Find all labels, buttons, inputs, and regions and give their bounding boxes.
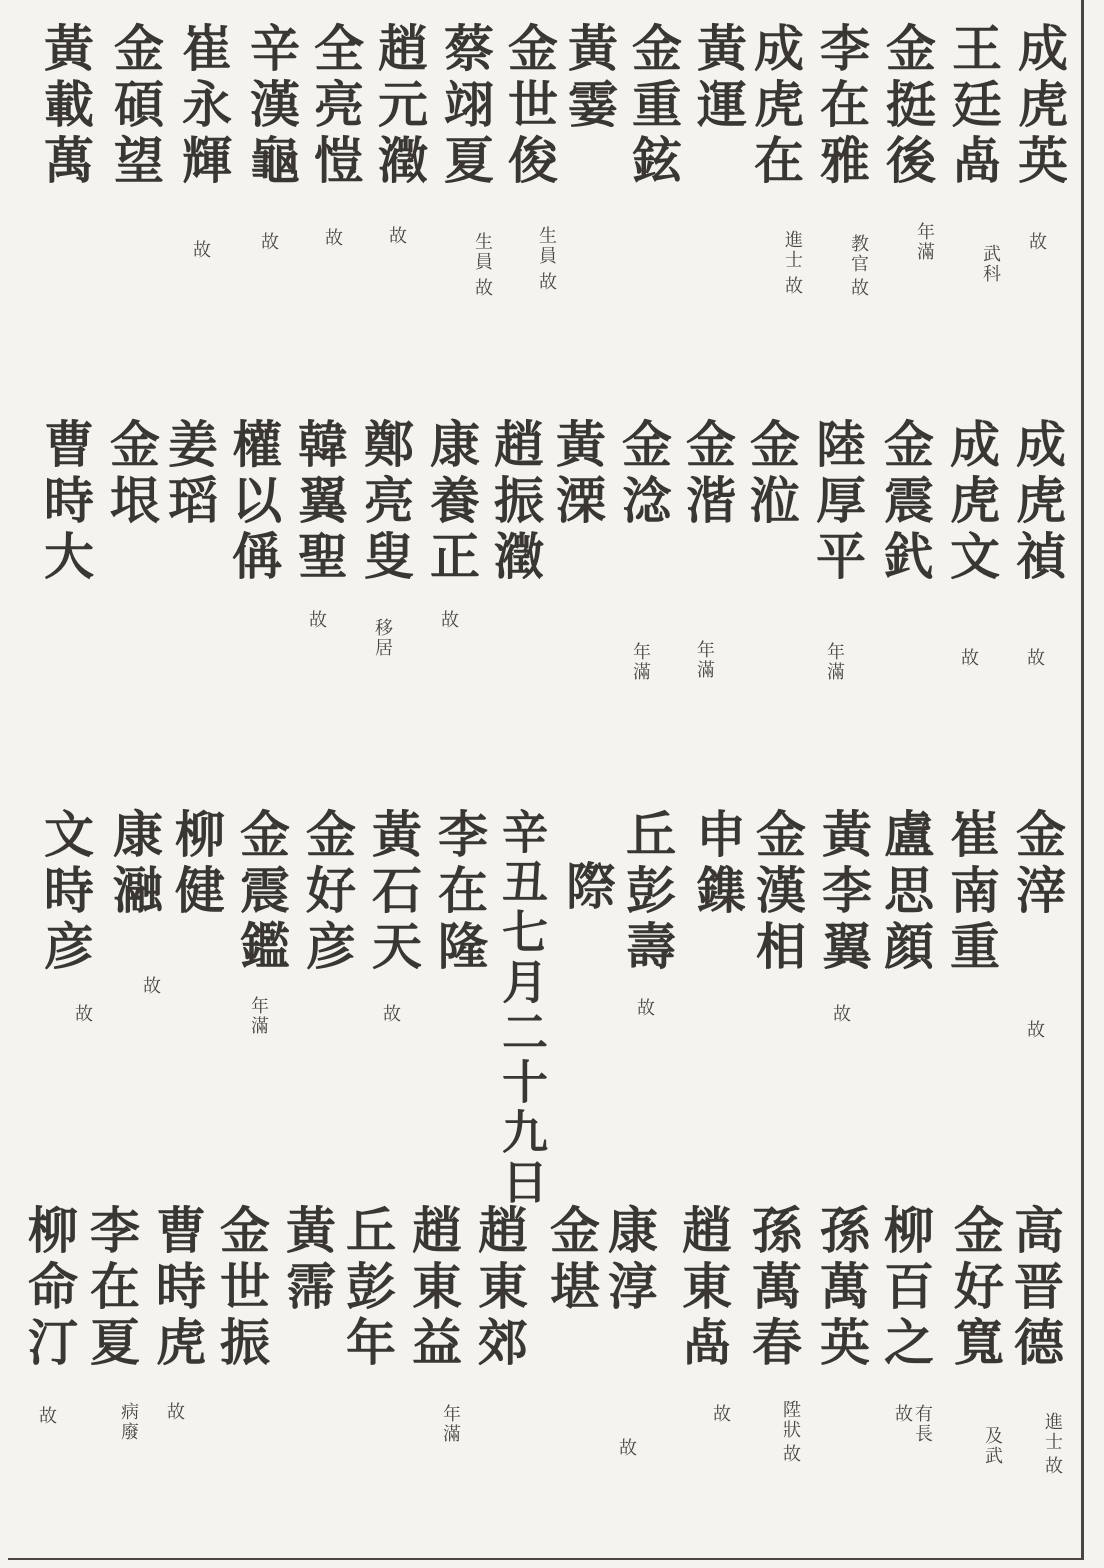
name-column	[288, 418, 350, 630]
status-note: 故	[72, 1004, 93, 1024]
name-column	[676, 418, 738, 680]
status-note: 故	[616, 1438, 637, 1458]
status-note: 故	[438, 610, 459, 630]
person-name: 姜瑫	[160, 418, 219, 530]
status-note: 故	[1042, 1456, 1063, 1476]
person-name: 康養正	[422, 418, 481, 586]
status-note: 故	[472, 278, 493, 298]
date-column	[492, 808, 554, 1208]
name-column	[598, 1204, 660, 1458]
person-name: 金淰	[614, 418, 673, 530]
name-column	[80, 1204, 142, 1442]
name-column	[672, 1204, 734, 1424]
person-name: 孫萬春	[744, 1204, 803, 1372]
person-name: 金漢相	[748, 808, 807, 976]
person-name: 際	[558, 860, 617, 916]
person-name: 柳百之	[876, 1204, 935, 1372]
status-note: 故	[536, 272, 557, 292]
person-name: 李在隆	[430, 808, 489, 976]
status-note: 故	[386, 226, 407, 246]
person-name: 黃霎	[560, 22, 619, 134]
name-column	[428, 808, 490, 976]
person-name: 黃溧	[548, 418, 607, 530]
status-note: 故	[1026, 232, 1047, 252]
status-note: 年滿	[914, 222, 935, 262]
name-column	[1006, 418, 1068, 668]
status-note: 故	[190, 240, 211, 260]
person-name: 丘彭壽	[618, 808, 677, 976]
status-note: 生員	[536, 226, 557, 266]
person-name: 趙元瀓	[370, 22, 429, 190]
name-column	[812, 808, 874, 1024]
person-name: 盧思顔	[876, 808, 935, 976]
person-name: 趙東卨	[674, 1204, 733, 1372]
person-name: 高晋德	[1006, 1204, 1065, 1372]
name-column	[810, 1204, 872, 1372]
person-name: 崔南重	[942, 808, 1001, 976]
status-note: 故	[380, 1004, 401, 1024]
status-note: 生員	[472, 232, 493, 272]
person-name: 趙東郊	[470, 1204, 529, 1372]
person-name: 蔡翊夏	[436, 22, 495, 190]
person-name: 金重鉉	[624, 22, 683, 190]
name-column	[222, 418, 284, 586]
status-note: 進士	[782, 230, 803, 270]
name-column	[296, 808, 358, 976]
person-name: 金湝	[678, 418, 737, 530]
name-column	[368, 22, 430, 246]
status-note: 年滿	[694, 640, 715, 680]
person-name: 康淳	[600, 1204, 659, 1316]
name-column	[100, 418, 162, 530]
status-note: 年滿	[630, 642, 651, 682]
person-name: 李在夏	[82, 1204, 141, 1372]
name-column	[420, 418, 482, 630]
name-column	[810, 22, 872, 298]
name-column	[354, 418, 416, 658]
name-column	[806, 418, 868, 682]
status-note: 移居	[372, 618, 393, 658]
name-column	[688, 22, 750, 134]
status-note: 有長	[912, 1404, 933, 1444]
status-note: 年滿	[248, 996, 269, 1036]
status-note: 故	[1024, 1020, 1045, 1040]
person-name: 成虎文	[942, 418, 1001, 586]
status-note: 教官	[848, 234, 869, 274]
name-column	[942, 22, 1004, 284]
person-name: 權以偁	[224, 418, 283, 586]
name-column	[622, 22, 684, 190]
name-column	[874, 808, 936, 976]
person-name: 丘彭年	[338, 1204, 397, 1372]
person-name: 趙東益	[404, 1204, 463, 1372]
person-name: 陸厚平	[808, 418, 867, 586]
name-column	[940, 418, 1002, 668]
name-column	[940, 808, 1002, 976]
name-column	[538, 1204, 600, 1316]
person-name: 柳命汀	[20, 1204, 79, 1372]
name-column	[34, 418, 96, 586]
name-column	[362, 808, 424, 1024]
name-column	[304, 22, 366, 248]
person-name: 黃運	[689, 22, 748, 134]
name-column	[744, 22, 806, 296]
status-note: 進士	[1042, 1412, 1063, 1452]
status-note: 故	[830, 1004, 851, 1024]
person-name: 柳健	[167, 808, 226, 920]
name-column	[746, 808, 808, 976]
person-name: 崔永輝	[174, 22, 233, 190]
name-column	[18, 1204, 80, 1426]
name-column	[876, 22, 938, 262]
name-column	[498, 22, 560, 292]
person-name: 黃李翼	[814, 808, 873, 976]
name-column	[742, 1204, 804, 1464]
person-name: 金世振	[212, 1204, 271, 1372]
person-name: 黃石天	[364, 808, 423, 976]
person-name: 李在雅	[812, 22, 871, 190]
person-name: 康瀜	[105, 808, 164, 920]
status-note: 故	[958, 648, 979, 668]
status-note: 故	[36, 1406, 57, 1426]
name-column	[164, 808, 226, 920]
person-name: 趙振瀓	[486, 418, 545, 586]
name-column	[546, 418, 608, 530]
status-note: 武科	[980, 244, 1001, 284]
name-column	[944, 1204, 1006, 1466]
name-column	[616, 808, 678, 1018]
person-name: 金堪	[542, 1204, 601, 1316]
person-name: 金世俊	[500, 22, 559, 190]
person-name: 金好彦	[298, 808, 357, 976]
name-column	[240, 22, 302, 252]
status-note: 及武	[982, 1426, 1003, 1466]
status-note: 陞狀	[780, 1400, 801, 1440]
status-note: 病廢	[118, 1402, 139, 1442]
name-column	[158, 418, 220, 530]
person-name: 鄭亮叟	[356, 418, 415, 586]
person-name: 金挺後	[878, 22, 937, 190]
name-column	[230, 808, 292, 1036]
name-column	[402, 1204, 464, 1444]
status-note: 故	[140, 976, 161, 996]
person-name: 孫萬英	[812, 1204, 871, 1372]
person-name: 金震釴	[876, 418, 935, 586]
name-column	[556, 808, 618, 916]
person-name: 成虎英	[1010, 22, 1069, 190]
name-column	[684, 808, 746, 920]
name-column	[102, 808, 164, 996]
status-note: 故	[322, 228, 343, 248]
name-column	[1008, 22, 1070, 252]
name-column	[1004, 1204, 1066, 1476]
name-column	[874, 418, 936, 586]
person-name: 黃載萬	[36, 22, 95, 190]
status-note: 故	[780, 1444, 801, 1464]
status-note: 故	[258, 232, 279, 252]
person-name: 金垠	[102, 418, 161, 530]
date-text: 辛丑七月二十九日	[495, 808, 549, 1208]
status-note: 年滿	[440, 1404, 461, 1444]
status-note: 故	[710, 1404, 731, 1424]
person-name: 全亮愷	[306, 22, 365, 190]
name-column	[558, 22, 620, 134]
person-name: 辛漢龜	[242, 22, 301, 190]
name-column	[34, 808, 96, 1024]
person-name: 金滓	[1008, 808, 1067, 920]
person-name: 曹時虎	[148, 1204, 207, 1372]
status-note: 故	[1024, 648, 1045, 668]
person-name: 金碩望	[106, 22, 165, 190]
name-column	[172, 22, 234, 260]
name-column	[484, 418, 546, 586]
person-name: 金涖	[742, 418, 801, 530]
person-name: 成虎禎	[1008, 418, 1067, 586]
name-column	[740, 418, 802, 530]
name-column	[276, 1204, 338, 1316]
name-column	[468, 1204, 530, 1372]
status-note: 故	[634, 998, 655, 1018]
status-note: 故	[164, 1402, 185, 1422]
name-column	[104, 22, 166, 190]
person-name: 申鏶	[688, 808, 747, 920]
name-column	[146, 1204, 208, 1422]
status-note: 年滿	[824, 642, 845, 682]
status-note: 故	[782, 276, 803, 296]
person-name: 文時彦	[36, 808, 95, 976]
person-name: 韓翼聖	[290, 418, 349, 586]
person-name: 王廷卨	[944, 22, 1003, 190]
name-column	[874, 1204, 936, 1444]
person-name: 金好寬	[946, 1204, 1005, 1372]
name-column	[1006, 808, 1068, 1040]
name-column	[336, 1204, 398, 1372]
name-column	[34, 22, 96, 190]
name-column	[210, 1204, 272, 1372]
status-note: 故	[892, 1404, 913, 1424]
status-note: 故	[306, 610, 327, 630]
name-column	[612, 418, 674, 682]
person-name: 金震鑑	[232, 808, 291, 976]
status-note: 故	[848, 278, 869, 298]
person-name: 黃霈	[278, 1204, 337, 1316]
person-name: 曹時大	[36, 418, 95, 586]
person-name: 成虎在	[746, 22, 805, 190]
name-column	[434, 22, 496, 298]
